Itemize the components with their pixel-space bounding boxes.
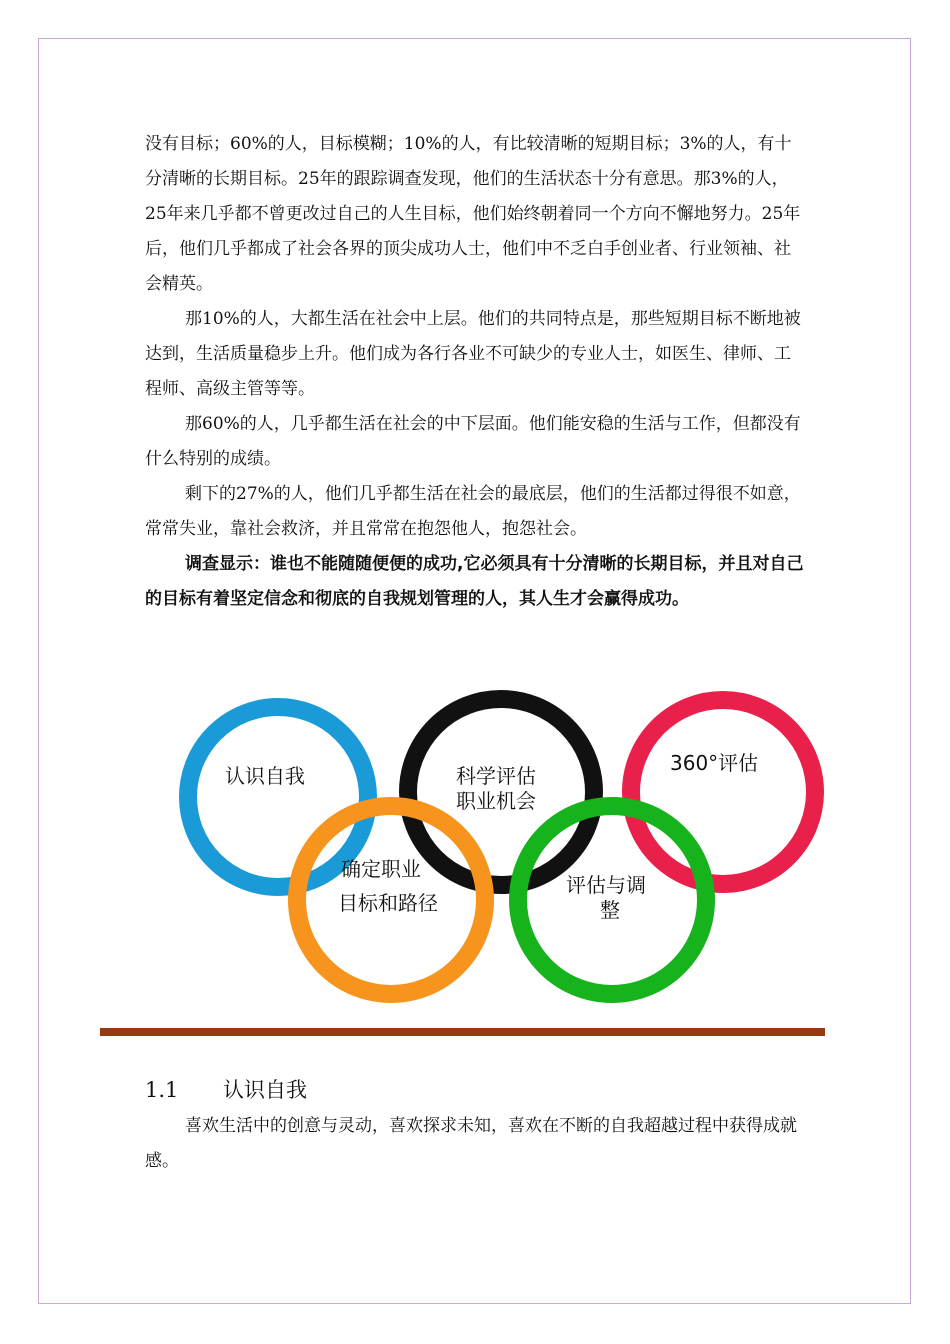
ring-label-evaluate-adjust-2: 整	[600, 898, 620, 922]
ring-label-career-goal-2: 目标和路径	[338, 891, 438, 915]
section-number: 1.1	[145, 1078, 179, 1102]
section-divider	[100, 1028, 825, 1036]
paragraph-ten-percent: 那10%的人，大都生活在社会中上层。他们的共同特点是，那些短期目标不断地被达到，生活质量稳步上升。他们成为各行各业不可缺少的专业人士，如医生、律师、工程师、高级主管等等。	[145, 309, 801, 399]
ring-label-evaluate-adjust-1: 评估与调	[566, 873, 646, 897]
paragraph-goal-survey: 没有目标；60%的人，目标模糊；10%的人，有比较清晰的短期目标；3%的人，有十分清晰的长期目标。25年的跟踪调查发现，他们的生活状态十分有意思。那3%的人，25年来几乎都不曾更改过自己的人生目标，他们始终朝着同一个方向不懈地努力。25年后，他们几乎都成了社会各界的顶尖成功人士，他们中不乏白手创业者、行业领袖、社会精英。	[145, 134, 801, 294]
ring-label-assess-opportunities-2: 职业机会	[456, 789, 536, 813]
ring-label-know-yourself: 认识自我	[225, 764, 305, 788]
ring-label-assess-opportunities-1: 科学评估	[456, 764, 536, 788]
olympic-rings-diagram	[178, 682, 824, 1012]
ring-label-career-goal-1: 确定职业	[341, 857, 421, 881]
ring-label-360-assessment: 360°评估	[670, 751, 759, 775]
ring-red	[631, 700, 815, 884]
paragraph-sixty-percent: 那60%的人，几乎都生活在社会的中下层面。他们能安稳的生活与工作，但都没有什么特别的成绩。	[145, 414, 801, 469]
paragraph-know-yourself: 喜欢生活中的创意与灵动，喜欢探求未知，喜欢在不断的自我超越过程中获得成就感。	[145, 1116, 797, 1171]
paragraph-twenty-seven-percent: 剩下的27%的人，他们几乎都生活在社会的最底层，他们的生活都过得很不如意，常常失业，靠社会救济，并且常常在抱怨他人，抱怨社会。	[145, 484, 801, 539]
body-text	[145, 127, 805, 617]
paragraph-conclusion: 调查显示：谁也不能随随便便的成功,它必须具有十分清晰的长期目标，并且对自己的目标有着坚定信念和彻底的自我规划管理的人，其人生才会赢得成功。	[145, 554, 804, 609]
section-title: 认识自我	[223, 1078, 307, 1102]
section-heading	[145, 1074, 307, 1104]
section-body	[145, 1109, 805, 1179]
